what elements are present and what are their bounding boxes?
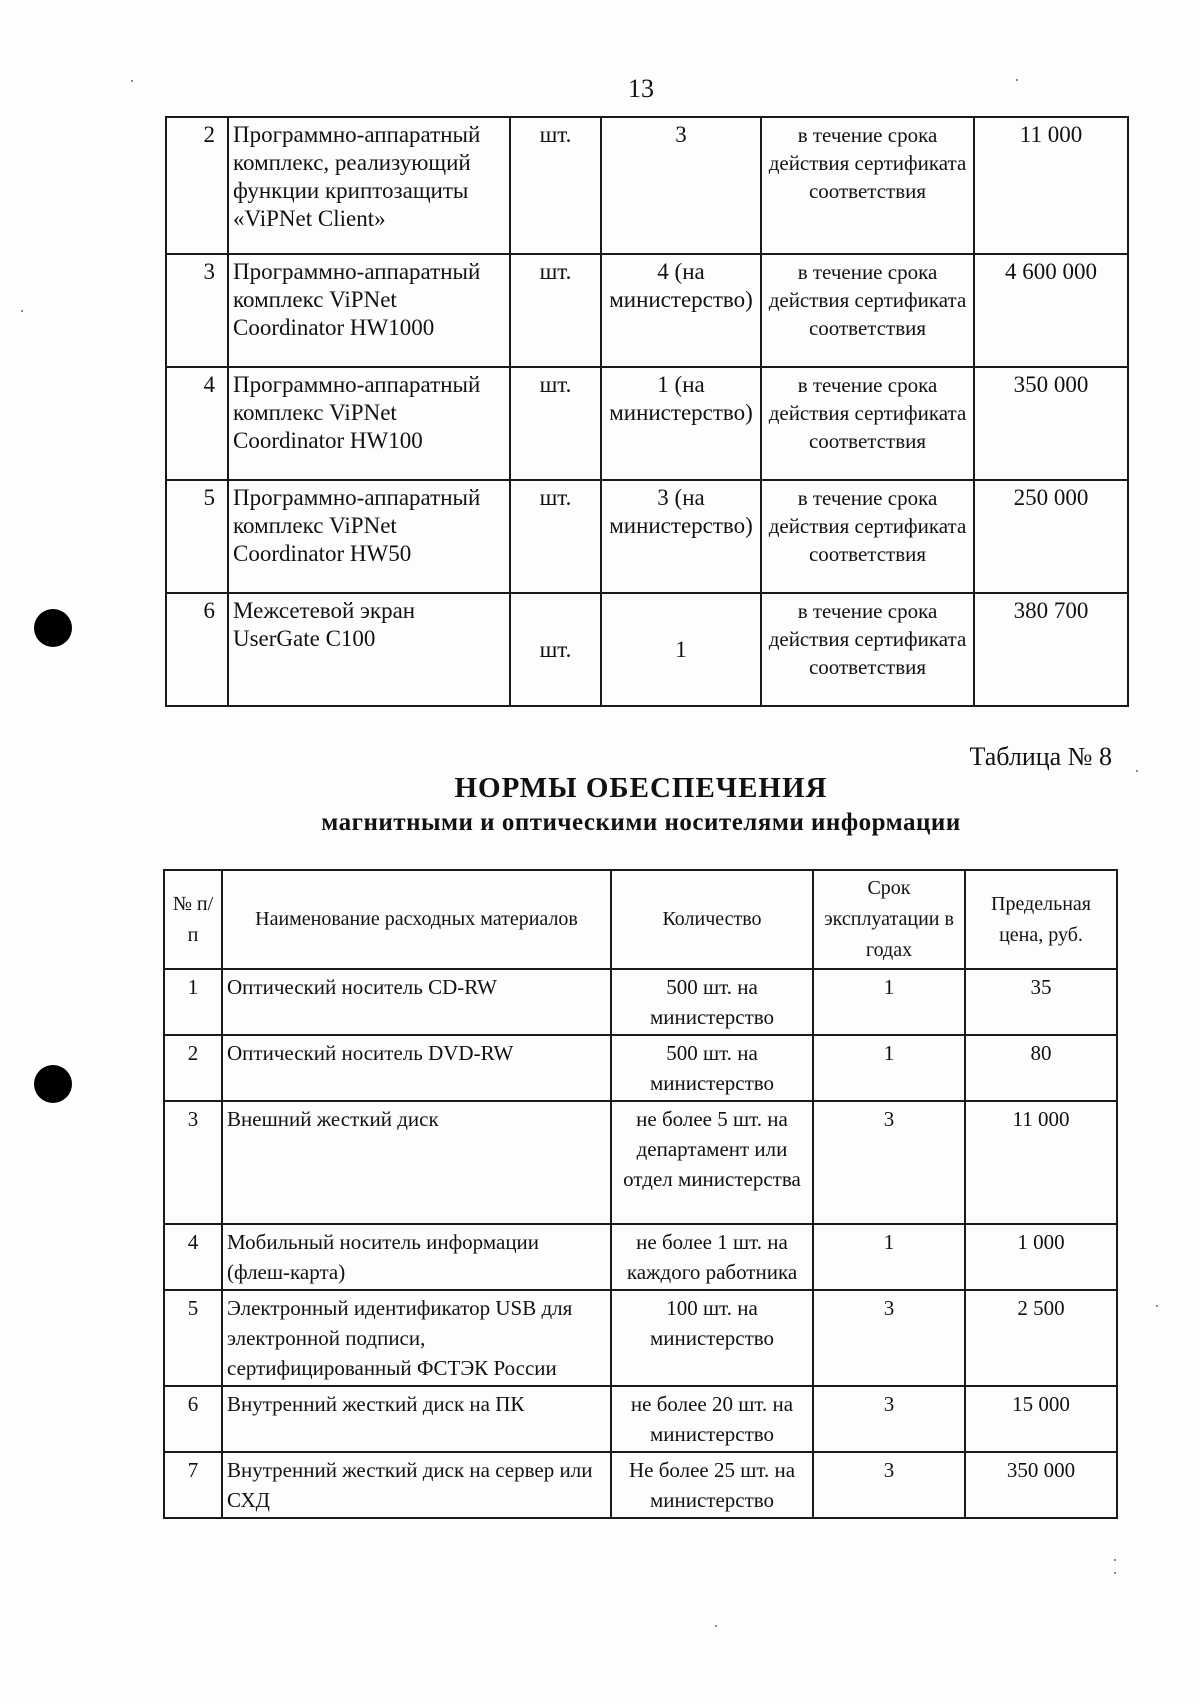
item-service-life: 1 xyxy=(813,1224,965,1290)
table-row xyxy=(166,254,1128,367)
item-price: 350 000 xyxy=(965,1452,1117,1518)
scan-speck xyxy=(1114,1572,1116,1574)
continuation-table xyxy=(165,116,1129,707)
table-row xyxy=(164,1452,1117,1518)
item-price: 11 000 xyxy=(974,117,1128,254)
row-number: 5 xyxy=(164,1290,222,1386)
item-service-life: 3 xyxy=(813,1290,965,1386)
item-name: Межсетевой экран UserGate C100 xyxy=(228,593,510,706)
item-term: в течение срока действия сертификата соответствия xyxy=(761,480,974,593)
item-unit: шт. xyxy=(510,480,601,593)
item-term: в течение срока действия сертификата соответствия xyxy=(761,117,974,254)
item-name: Мобильный носитель информации (флеш-карта) xyxy=(222,1224,611,1290)
item-price: 15 000 xyxy=(965,1386,1117,1452)
header-number: № п/п xyxy=(164,870,222,969)
scan-speck xyxy=(21,310,23,312)
header-name: Наименование расходных материалов xyxy=(222,870,611,969)
row-number: 5 xyxy=(166,480,228,593)
scan-speck xyxy=(131,80,133,82)
row-number: 1 xyxy=(164,969,222,1035)
item-unit: шт. xyxy=(510,254,601,367)
item-price: 2 500 xyxy=(965,1290,1117,1386)
item-quantity: не более 5 шт. на департамент или отдел министерства xyxy=(611,1101,813,1224)
item-price: 380 700 xyxy=(974,593,1128,706)
item-service-life: 1 xyxy=(813,969,965,1035)
item-quantity: 3 xyxy=(601,117,761,254)
item-name: Программно-аппаратный комплекс, реализующий функции криптозащиты «ViPNet Client» xyxy=(228,117,510,254)
item-price: 1 000 xyxy=(965,1224,1117,1290)
item-unit: шт. xyxy=(510,367,601,480)
punch-hole-bottom xyxy=(34,1065,72,1103)
item-price: 80 xyxy=(965,1035,1117,1101)
punch-hole-top xyxy=(34,609,72,647)
header-service-life: Срок эксплуатации в годах xyxy=(813,870,965,969)
item-service-life: 3 xyxy=(813,1101,965,1224)
item-quantity: не более 20 шт. на министерство xyxy=(611,1386,813,1452)
section-subtitle: магнитными и оптическими носителями информации xyxy=(321,809,961,836)
row-number: 2 xyxy=(166,117,228,254)
scan-speck xyxy=(1016,79,1018,81)
item-quantity: 1 (на министерство) xyxy=(601,367,761,480)
item-quantity: 500 шт. на министерство xyxy=(611,1035,813,1101)
table-row xyxy=(166,117,1128,254)
item-term: в течение срока действия сертификата соответствия xyxy=(761,593,974,706)
row-number: 2 xyxy=(164,1035,222,1101)
item-quantity: 100 шт. на министерство xyxy=(611,1290,813,1386)
table-row xyxy=(164,1035,1117,1101)
page-number: 13 xyxy=(628,74,654,103)
item-unit: шт. xyxy=(510,593,601,706)
item-term: в течение срока действия сертификата соответствия xyxy=(761,254,974,367)
table-row xyxy=(164,1290,1117,1386)
header-quantity: Количество xyxy=(611,870,813,969)
item-quantity: не более 1 шт. на каждого работника xyxy=(611,1224,813,1290)
item-quantity: 3 (на министерство) xyxy=(601,480,761,593)
item-service-life: 1 xyxy=(813,1035,965,1101)
row-number: 4 xyxy=(166,367,228,480)
header-price: Предельная цена, руб. xyxy=(965,870,1117,969)
table-row xyxy=(164,1101,1117,1224)
row-number: 3 xyxy=(164,1101,222,1224)
scan-speck xyxy=(1156,1305,1158,1307)
table-row xyxy=(164,1224,1117,1290)
scan-speck xyxy=(1136,770,1138,772)
table-label: Таблица № 8 xyxy=(969,742,1112,771)
item-service-life: 3 xyxy=(813,1452,965,1518)
item-term: в течение срока действия сертификата соответствия xyxy=(761,367,974,480)
item-service-life: 3 xyxy=(813,1386,965,1452)
item-name: Внешний жесткий диск xyxy=(222,1101,611,1224)
item-quantity: 4 (на министерство) xyxy=(601,254,761,367)
scan-speck xyxy=(1114,1559,1116,1561)
item-quantity: 500 шт. на министерство xyxy=(611,969,813,1035)
table-header-row xyxy=(164,870,1117,969)
item-unit: шт. xyxy=(510,117,601,254)
row-number: 4 xyxy=(164,1224,222,1290)
norms-table xyxy=(163,869,1118,1519)
table-row xyxy=(166,593,1128,706)
item-name: Программно-аппаратный комплекс ViPNet Coordinator HW50 xyxy=(228,480,510,593)
row-number: 3 xyxy=(166,254,228,367)
item-name: Оптический носитель DVD-RW xyxy=(222,1035,611,1101)
table-row xyxy=(164,969,1117,1035)
section-title: НОРМЫ ОБЕСПЕЧЕНИЯ xyxy=(454,772,828,804)
row-number: 6 xyxy=(164,1386,222,1452)
item-name: Электронный идентификатор USB для электронной подписи, сертифицированный ФСТЭК России xyxy=(222,1290,611,1386)
item-quantity: 1 xyxy=(601,593,761,706)
row-number: 7 xyxy=(164,1452,222,1518)
item-name: Внутренний жесткий диск на сервер или СХД xyxy=(222,1452,611,1518)
row-number: 6 xyxy=(166,593,228,706)
item-quantity: Не более 25 шт. на министерство xyxy=(611,1452,813,1518)
table-row xyxy=(164,1386,1117,1452)
item-name: Программно-аппаратный комплекс ViPNet Coordinator HW100 xyxy=(228,367,510,480)
item-name: Оптический носитель CD-RW xyxy=(222,969,611,1035)
item-price: 11 000 xyxy=(965,1101,1117,1224)
item-price: 350 000 xyxy=(974,367,1128,480)
scan-speck xyxy=(715,1625,717,1627)
item-price: 35 xyxy=(965,969,1117,1035)
table-row xyxy=(166,480,1128,593)
item-name: Внутренний жесткий диск на ПК xyxy=(222,1386,611,1452)
item-name: Программно-аппаратный комплекс ViPNet Coordinator HW1000 xyxy=(228,254,510,367)
item-price: 250 000 xyxy=(974,480,1128,593)
table-row xyxy=(166,367,1128,480)
item-price: 4 600 000 xyxy=(974,254,1128,367)
